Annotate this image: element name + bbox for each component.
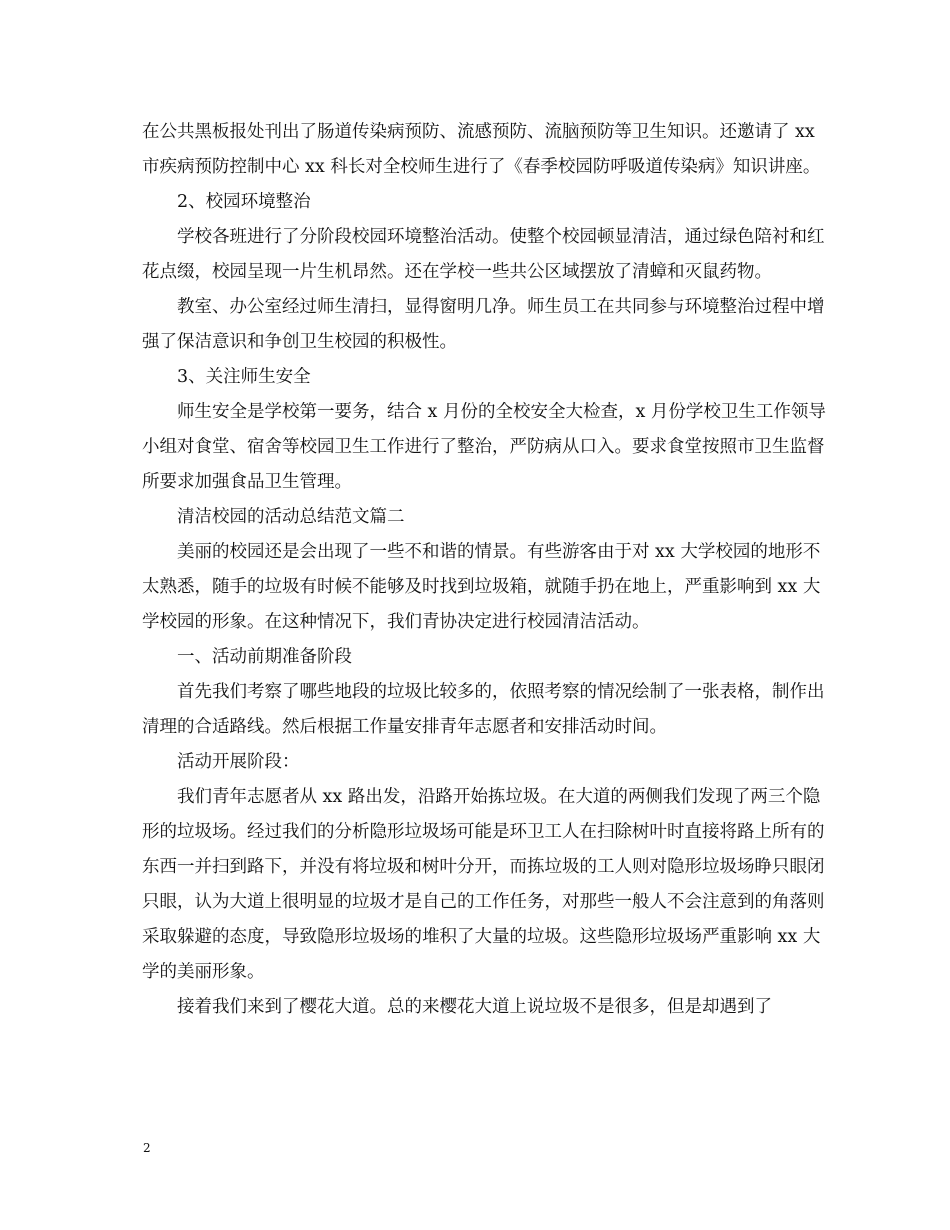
paragraph: 教室、办公室经过师生清扫，显得窗明几净。师生员工在共同参与环境整治过程中增强了保洁意识和争创卫生校园的积极性。 [142,297,825,352]
paragraph: 接着我们来到了樱花大道。总的来樱花大道上说垃圾不是很多，但是却遇到了 [177,997,772,1017]
article-title: 清洁校园的活动总结范文篇二 [177,507,405,527]
paragraph: 师生安全是学校第一要务，结合 x 月份的全校安全大检查，x 月份学校卫生工作领导小组对食堂、宿舍等校园卫生工作进行了整治，严防病从口入。要求食堂按照市卫生监督所要求加强食品卫生管理。 [142,402,826,492]
paragraph: 在公共黑板报处刊出了肠道传染病预防、流感预防、流脑预防等卫生知识。还邀请了 xx 市疾病预防控制中心 xx 科长对全校师生进行了《春季校园防呼吸道传染病》知识讲座。 [142,122,821,177]
paragraph: 我们青年志愿者从 xx 路出发，沿路开始拣垃圾。在大道的两侧我们发现了两三个隐形的垃圾场。经过我们的分析隐形垃圾场可能是环卫工人在扫除树叶时直接将路上所有的东西一并扫到路下，并没有将垃圾和树叶分开，而拣垃圾的工人则对隐形垃圾场睁只眼闭只眼，认为大道上很明显的垃圾才是自己的工作任务，对那些一般人不会注意到的角落则采取躲避的态度，导致隐形垃圾场的堆积了大量的垃圾。这些隐形垃圾场严重影响 xx 大学的美丽形象。 [142,787,825,982]
document-body [142,115,830,1025]
section-heading: 一、活动前期准备阶段 [177,647,352,667]
paragraph: 美丽的校园还是会出现了一些不和谐的情景。有些游客由于对 xx 大学校园的地形不太熟悉，随手的垃圾有时候不能够及时找到垃圾箱，就随手扔在地上，严重影响到 xx 大学校园的形象。在这种情况下，我们青协决定进行校园清洁活动。 [142,542,821,632]
section-heading: 2、校园环境整治 [177,192,311,212]
paragraph: 首先我们考察了哪些地段的垃圾比较多的，依照考察的情况绘制了一张表格，制作出清理的合适路线。然后根据工作量安排青年志愿者和安排活动时间。 [142,682,825,737]
section-heading: 3、关注师生安全 [177,367,311,387]
paragraph: 学校各班进行了分阶段校园环境整治活动。使整个校园顿显清洁，通过绿色陪衬和红花点缀，校园呈现一片生机昂然。还在学校一些共公区域摆放了清蟑和灭鼠药物。 [142,227,825,282]
page-number: 2 [143,1141,151,1155]
section-heading: 活动开展阶段： [177,752,300,772]
